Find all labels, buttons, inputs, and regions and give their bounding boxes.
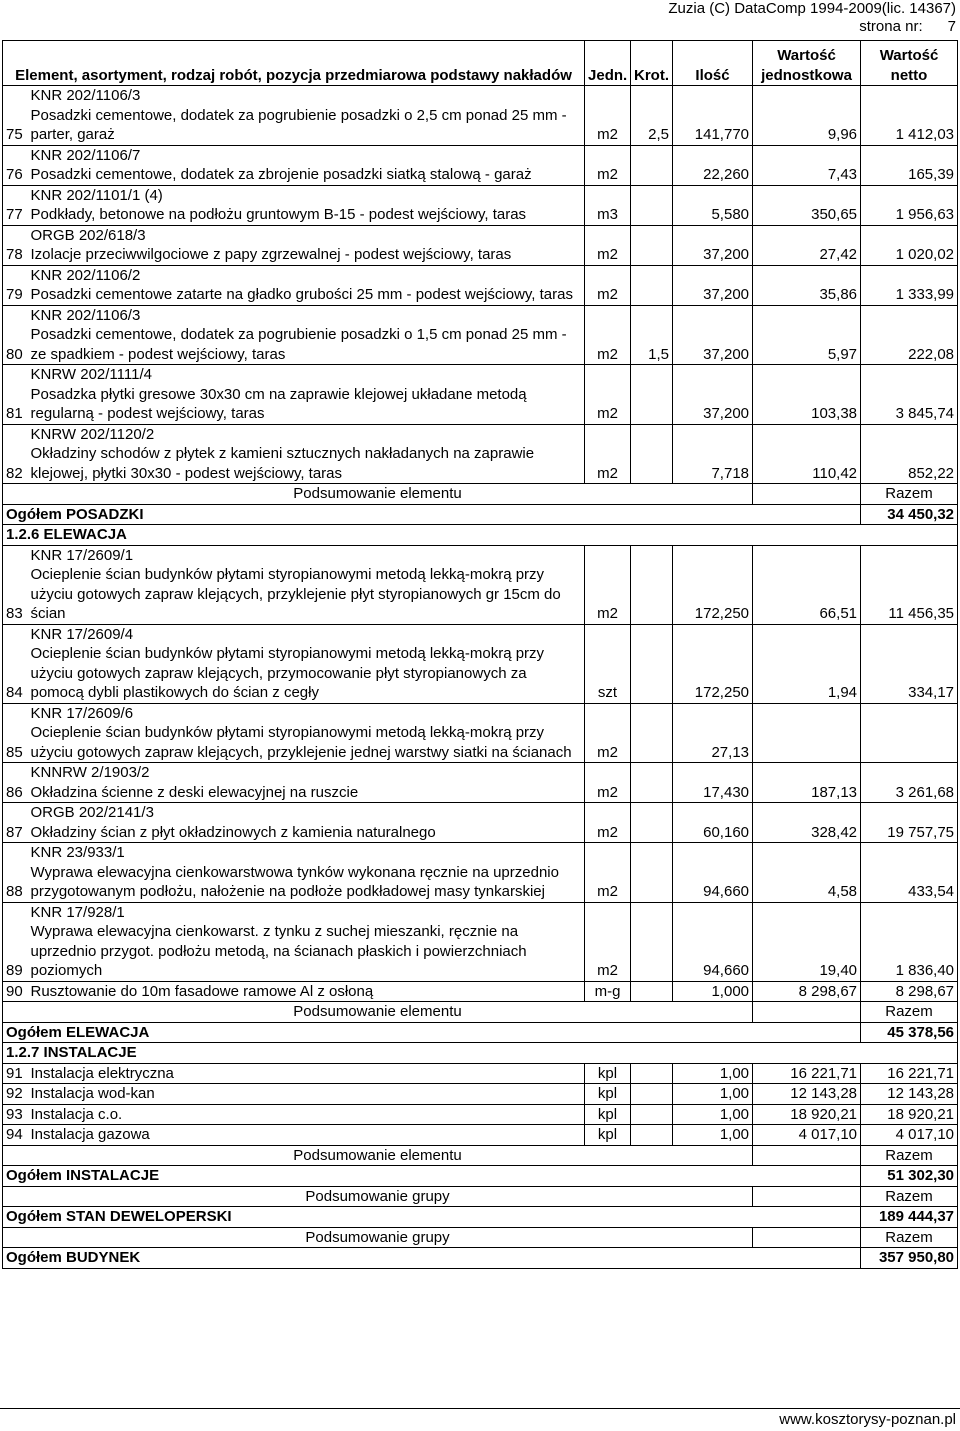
item-text: Ocieplenie ścian budynków płytami styropianowymi metodą lekką-mokrą przy użyciu gotowych zapraw klejących, przymocowanie płyt styropianowych za pomocą dybli plastikowych do ścian z cegły xyxy=(30,645,545,701)
item-unit-price: 35,86 xyxy=(753,265,861,305)
table-row xyxy=(3,1063,958,1084)
section-title-row xyxy=(3,1043,958,1064)
item-description xyxy=(28,1125,585,1146)
col-header-unit: Jedn. xyxy=(585,41,631,86)
item-description xyxy=(28,265,585,305)
col-header-unit-price: Wartość jednostkowa xyxy=(753,41,861,86)
table-row xyxy=(3,843,958,903)
table-row xyxy=(3,981,958,1002)
item-unit-price xyxy=(753,703,861,763)
item-unit-price: 18 920,21 xyxy=(753,1104,861,1125)
item-description xyxy=(28,145,585,185)
item-number: 86 xyxy=(3,763,28,803)
item-description xyxy=(28,981,585,1002)
item-factor xyxy=(631,703,673,763)
item-unit-price: 103,38 xyxy=(753,365,861,425)
item-number: 83 xyxy=(3,545,28,624)
item-factor: 2,5 xyxy=(631,86,673,146)
item-description xyxy=(28,1063,585,1084)
item-text: Okładziny schodów z płytek z kamieni sztucznych nakładanych na zaprawie klejowej, płytki 30x30 - podest wejściowy, taras xyxy=(30,445,535,482)
item-net-value: 4 017,10 xyxy=(861,1125,958,1146)
total-row xyxy=(3,1022,958,1043)
item-factor xyxy=(631,763,673,803)
item-text: Posadzki cementowe, dodatek za pogrubienie posadzki o 1,5 cm ponad 25 mm - ze spadkiem - podest wejściowy, taras xyxy=(30,326,567,363)
item-number: 76 xyxy=(3,145,28,185)
summary-spacer xyxy=(753,1002,861,1023)
item-factor xyxy=(631,1125,673,1146)
item-description xyxy=(28,763,585,803)
item-unit-price: 66,51 xyxy=(753,545,861,624)
item-code: KNR 17/2609/4 xyxy=(30,625,134,643)
summary-row xyxy=(3,1186,958,1207)
item-unit-price: 8 298,67 xyxy=(753,981,861,1002)
item-text: Okładzina ścienne z deski elewacyjnej na ruszcie xyxy=(30,783,359,801)
item-quantity: 1,00 xyxy=(673,1063,753,1084)
item-unit-price: 328,42 xyxy=(753,803,861,843)
item-quantity: 7,718 xyxy=(673,424,753,484)
item-number: 92 xyxy=(3,1084,28,1105)
item-net-value: 1 333,99 xyxy=(861,265,958,305)
item-unit: kpl xyxy=(585,1104,631,1125)
item-text: Instalacja c.o. xyxy=(30,1105,123,1123)
summary-label: Podsumowanie elementu xyxy=(3,1145,753,1166)
section-title-row xyxy=(3,525,958,546)
summary-label: Podsumowanie grupy xyxy=(3,1186,753,1207)
item-description xyxy=(28,624,585,703)
total-value: 189 444,37 xyxy=(861,1207,958,1228)
item-factor: 1,5 xyxy=(631,305,673,365)
section-title: 1.2.6 ELEWACJA xyxy=(3,525,958,546)
item-description xyxy=(28,185,585,225)
item-code: KNNRW 2/1903/2 xyxy=(30,764,150,781)
item-description xyxy=(28,843,585,903)
item-unit: m2 xyxy=(585,365,631,425)
item-code: ORGB 202/618/3 xyxy=(30,226,146,244)
item-description xyxy=(28,225,585,265)
item-unit: m2 xyxy=(585,145,631,185)
table-row xyxy=(3,185,958,225)
summary-spacer xyxy=(753,1227,861,1248)
total-row xyxy=(3,1248,958,1269)
item-factor xyxy=(631,803,673,843)
item-unit: kpl xyxy=(585,1125,631,1146)
item-number: 78 xyxy=(3,225,28,265)
item-text: Instalacja wod-kan xyxy=(30,1085,155,1102)
footer-url: www.kosztorysy-poznan.pl xyxy=(779,1411,956,1428)
total-value: 34 450,32 xyxy=(861,504,958,525)
item-code: KNR 202/1106/2 xyxy=(30,266,141,284)
page-header xyxy=(668,0,956,36)
item-code: KNRW 202/1111/4 xyxy=(30,366,152,383)
item-unit-price: 7,43 xyxy=(753,145,861,185)
item-factor xyxy=(631,1084,673,1105)
table-row xyxy=(3,624,958,703)
summary-row xyxy=(3,1002,958,1023)
item-text: Posadzki cementowe, dodatek za pogrubienie posadzki o 2,5 cm ponad 25 mm - parter, garaż xyxy=(30,106,567,143)
col-header-factor: Krot. xyxy=(631,41,673,86)
item-quantity: 27,13 xyxy=(673,703,753,763)
table-row xyxy=(3,1125,958,1146)
estimate-table xyxy=(2,40,958,1269)
table-row xyxy=(3,803,958,843)
item-net-value: 1 020,02 xyxy=(861,225,958,265)
item-text: Okładziny ścian z płyt okładzinowych z kamienia naturalnego xyxy=(30,823,436,841)
item-quantity: 22,260 xyxy=(673,145,753,185)
summary-row xyxy=(3,1227,958,1248)
item-unit-price: 9,96 xyxy=(753,86,861,146)
item-description xyxy=(28,545,585,624)
total-value: 45 378,56 xyxy=(861,1022,958,1043)
item-net-value: 334,17 xyxy=(861,624,958,703)
item-text: Posadzki cementowe zatarte na gładko grubości 25 mm - podest wejściowy, taras xyxy=(30,286,573,303)
item-quantity: 94,660 xyxy=(673,902,753,981)
col-header-description: Element, asortyment, rodzaj robót, pozycja przedmiarowa podstawy nakładów xyxy=(3,41,585,86)
item-text: Wyprawa elewacyjna cienkowarstwowa tynków wykonana ręcznie na uprzednio przygotowanym podłożu, nałożenie na podłoże podkładowej masy tynkarskiej xyxy=(30,863,559,900)
item-net-value: 165,39 xyxy=(861,145,958,185)
item-net-value: 8 298,67 xyxy=(861,981,958,1002)
item-number: 89 xyxy=(3,902,28,981)
item-number: 75 xyxy=(3,86,28,146)
item-description xyxy=(28,703,585,763)
page-number: 7 xyxy=(947,18,956,35)
item-factor xyxy=(631,843,673,903)
summary-razem: Razem xyxy=(861,1002,958,1023)
item-net-value: 12 143,28 xyxy=(861,1084,958,1105)
item-unit-price: 5,97 xyxy=(753,305,861,365)
summary-label: Podsumowanie elementu xyxy=(3,484,753,505)
summary-razem: Razem xyxy=(861,484,958,505)
item-net-value: 433,54 xyxy=(861,843,958,903)
item-factor xyxy=(631,145,673,185)
item-factor xyxy=(631,265,673,305)
item-unit-price: 4,58 xyxy=(753,843,861,903)
item-code: KNR 17/2609/1 xyxy=(30,546,134,564)
total-label: Ogółem BUDYNEK xyxy=(3,1248,861,1269)
total-row xyxy=(3,504,958,525)
item-unit: m2 xyxy=(585,763,631,803)
item-quantity: 94,660 xyxy=(673,843,753,903)
table-row xyxy=(3,145,958,185)
item-unit-price: 4 017,10 xyxy=(753,1125,861,1146)
item-quantity: 37,200 xyxy=(673,265,753,305)
item-unit: szt xyxy=(585,624,631,703)
table-row xyxy=(3,225,958,265)
item-unit: m2 xyxy=(585,902,631,981)
item-text: Posadzki cementowe, dodatek za zbrojenie posadzki siatką stalową - garaż xyxy=(30,166,532,183)
item-quantity: 37,200 xyxy=(673,305,753,365)
item-code: KNRW 202/1120/2 xyxy=(30,425,155,443)
item-net-value: 1 836,40 xyxy=(861,902,958,981)
item-quantity: 1,00 xyxy=(673,1084,753,1105)
total-label: Ogółem STAN DEWELOPERSKI xyxy=(3,1207,861,1228)
item-unit: m2 xyxy=(585,545,631,624)
page-label: strona nr: xyxy=(859,18,923,35)
item-number: 94 xyxy=(3,1125,28,1146)
item-unit: m2 xyxy=(585,305,631,365)
item-quantity: 141,770 xyxy=(673,86,753,146)
item-factor xyxy=(631,185,673,225)
item-net-value: 1 412,03 xyxy=(861,86,958,146)
item-text: Instalacja elektryczna xyxy=(30,1064,174,1082)
item-number: 90 xyxy=(3,981,28,1002)
item-net-value: 3 261,68 xyxy=(861,763,958,803)
item-number: 85 xyxy=(3,703,28,763)
item-unit: m2 xyxy=(585,843,631,903)
table-row xyxy=(3,265,958,305)
item-quantity: 17,430 xyxy=(673,763,753,803)
item-net-value: 1 956,63 xyxy=(861,185,958,225)
table-row xyxy=(3,365,958,425)
item-net-value: 852,22 xyxy=(861,424,958,484)
item-text: Izolacje przeciwwilgociowe z papy zgrzewalnej - podest wejściowy, taras xyxy=(30,246,512,263)
item-unit-price: 1,94 xyxy=(753,624,861,703)
item-number: 81 xyxy=(3,365,28,425)
item-unit: m2 xyxy=(585,703,631,763)
total-row xyxy=(3,1207,958,1228)
item-number: 80 xyxy=(3,305,28,365)
item-code: KNR 23/933/1 xyxy=(30,844,125,861)
col-header-quantity: Ilość xyxy=(673,41,753,86)
item-net-value: 16 221,71 xyxy=(861,1063,958,1084)
item-unit-price: 110,42 xyxy=(753,424,861,484)
item-factor xyxy=(631,365,673,425)
item-number: 91 xyxy=(3,1063,28,1084)
item-description xyxy=(28,305,585,365)
item-number: 79 xyxy=(3,265,28,305)
item-factor xyxy=(631,424,673,484)
item-code: KNR 17/928/1 xyxy=(30,903,125,921)
item-factor xyxy=(631,902,673,981)
item-net-value: 11 456,35 xyxy=(861,545,958,624)
item-code: KNR 202/1101/1 (4) xyxy=(30,186,163,204)
summary-label: Podsumowanie grupy xyxy=(3,1227,753,1248)
item-code: KNR 202/1106/3 xyxy=(30,306,141,324)
table-row xyxy=(3,305,958,365)
item-quantity: 1,00 xyxy=(673,1125,753,1146)
item-factor xyxy=(631,1063,673,1084)
summary-label: Podsumowanie elementu xyxy=(3,1002,753,1023)
item-unit-price: 187,13 xyxy=(753,763,861,803)
item-quantity: 172,250 xyxy=(673,545,753,624)
item-unit: m2 xyxy=(585,86,631,146)
page-number-line xyxy=(668,18,956,36)
table-row xyxy=(3,86,958,146)
item-text: Ocieplenie ścian budynków płytami styropianowymi metodą lekką-mokrą przy użyciu gotowych zapraw klejących, przyklejenie płyt styropianowych gr 15cm do ścian xyxy=(30,566,561,622)
item-unit-price: 12 143,28 xyxy=(753,1084,861,1105)
item-unit: m2 xyxy=(585,265,631,305)
item-quantity: 37,200 xyxy=(673,225,753,265)
item-number: 77 xyxy=(3,185,28,225)
item-text: Ocieplenie ścian budynków płytami styropianowymi metodą lekką-mokrą przy użyciu gotowych zapraw klejących, przyklejenie jednej warstwy siatki na ścianach xyxy=(30,724,572,761)
summary-row xyxy=(3,484,958,505)
item-factor xyxy=(631,624,673,703)
summary-spacer xyxy=(753,1186,861,1207)
item-number: 93 xyxy=(3,1104,28,1125)
total-row xyxy=(3,1166,958,1187)
summary-razem: Razem xyxy=(861,1227,958,1248)
item-text: Podkłady, betonowe na podłożu gruntowym B-15 - podest wejściowy, taras xyxy=(30,206,527,223)
table-row xyxy=(3,1104,958,1125)
item-quantity: 37,200 xyxy=(673,365,753,425)
item-description xyxy=(28,1104,585,1125)
license-text: Zuzia (C) DataComp 1994-2009(lic. 14367) xyxy=(668,0,956,17)
item-description xyxy=(28,902,585,981)
item-unit: kpl xyxy=(585,1084,631,1105)
table-row xyxy=(3,545,958,624)
total-label: Ogółem INSTALACJE xyxy=(3,1166,861,1187)
section-title: 1.2.7 INSTALACJE xyxy=(3,1043,958,1064)
item-number: 88 xyxy=(3,843,28,903)
summary-spacer xyxy=(753,484,861,505)
item-unit-price: 19,40 xyxy=(753,902,861,981)
item-net-value xyxy=(861,703,958,763)
item-factor xyxy=(631,981,673,1002)
table-row xyxy=(3,902,958,981)
item-unit: m2 xyxy=(585,424,631,484)
item-description xyxy=(28,365,585,425)
item-quantity: 172,250 xyxy=(673,624,753,703)
item-description xyxy=(28,1084,585,1105)
item-quantity: 1,00 xyxy=(673,1104,753,1125)
item-net-value: 19 757,75 xyxy=(861,803,958,843)
item-unit-price: 27,42 xyxy=(753,225,861,265)
item-net-value: 3 845,74 xyxy=(861,365,958,425)
table-row xyxy=(3,763,958,803)
item-unit: m2 xyxy=(585,225,631,265)
item-code: KNR 202/1106/7 xyxy=(30,146,141,164)
summary-razem: Razem xyxy=(861,1145,958,1166)
summary-row xyxy=(3,1145,958,1166)
item-number: 82 xyxy=(3,424,28,484)
item-unit: m-g xyxy=(585,981,631,1002)
total-label: Ogółem ELEWACJA xyxy=(3,1022,861,1043)
total-value: 357 950,80 xyxy=(861,1248,958,1269)
total-label: Ogółem POSADZKI xyxy=(3,504,861,525)
item-factor xyxy=(631,545,673,624)
item-number: 87 xyxy=(3,803,28,843)
item-quantity: 60,160 xyxy=(673,803,753,843)
col-header-net-value: Wartość netto xyxy=(861,41,958,86)
item-description xyxy=(28,424,585,484)
item-net-value: 222,08 xyxy=(861,305,958,365)
item-unit-price: 350,65 xyxy=(753,185,861,225)
item-text: Posadzka płytki gresowe 30x30 cm na zaprawie klejowej układane metodą regularną - podest wejściowy, taras xyxy=(30,385,527,422)
item-unit: m2 xyxy=(585,803,631,843)
summary-spacer xyxy=(753,1145,861,1166)
item-code: KNR 17/2609/6 xyxy=(30,704,134,722)
item-unit-price: 16 221,71 xyxy=(753,1063,861,1084)
item-code: ORGB 202/2141/3 xyxy=(30,804,154,821)
item-description xyxy=(28,86,585,146)
total-value: 51 302,30 xyxy=(861,1166,958,1187)
item-text: Instalacja gazowa xyxy=(30,1126,150,1143)
item-factor xyxy=(631,225,673,265)
item-net-value: 18 920,21 xyxy=(861,1104,958,1125)
item-text: Rusztowanie do 10m fasadowe ramowe Al z osłoną xyxy=(30,982,374,1000)
item-unit: kpl xyxy=(585,1063,631,1084)
item-number: 84 xyxy=(3,624,28,703)
table-row xyxy=(3,1084,958,1105)
summary-razem: Razem xyxy=(861,1186,958,1207)
item-text: Wyprawa elewacyjna cienkowarst. z tynku z suchej mieszanki, ręcznie na uprzednio przygot. podłożu metodą, na ścianach płaskich i powierzchniach poziomych xyxy=(30,923,527,979)
item-unit: m3 xyxy=(585,185,631,225)
item-code: KNR 202/1106/3 xyxy=(30,87,141,104)
table-row xyxy=(3,424,958,484)
footer-divider xyxy=(0,1408,960,1409)
table-header-row xyxy=(3,41,958,86)
item-description xyxy=(28,803,585,843)
item-quantity: 1,000 xyxy=(673,981,753,1002)
item-quantity: 5,580 xyxy=(673,185,753,225)
item-factor xyxy=(631,1104,673,1125)
table-row xyxy=(3,703,958,763)
